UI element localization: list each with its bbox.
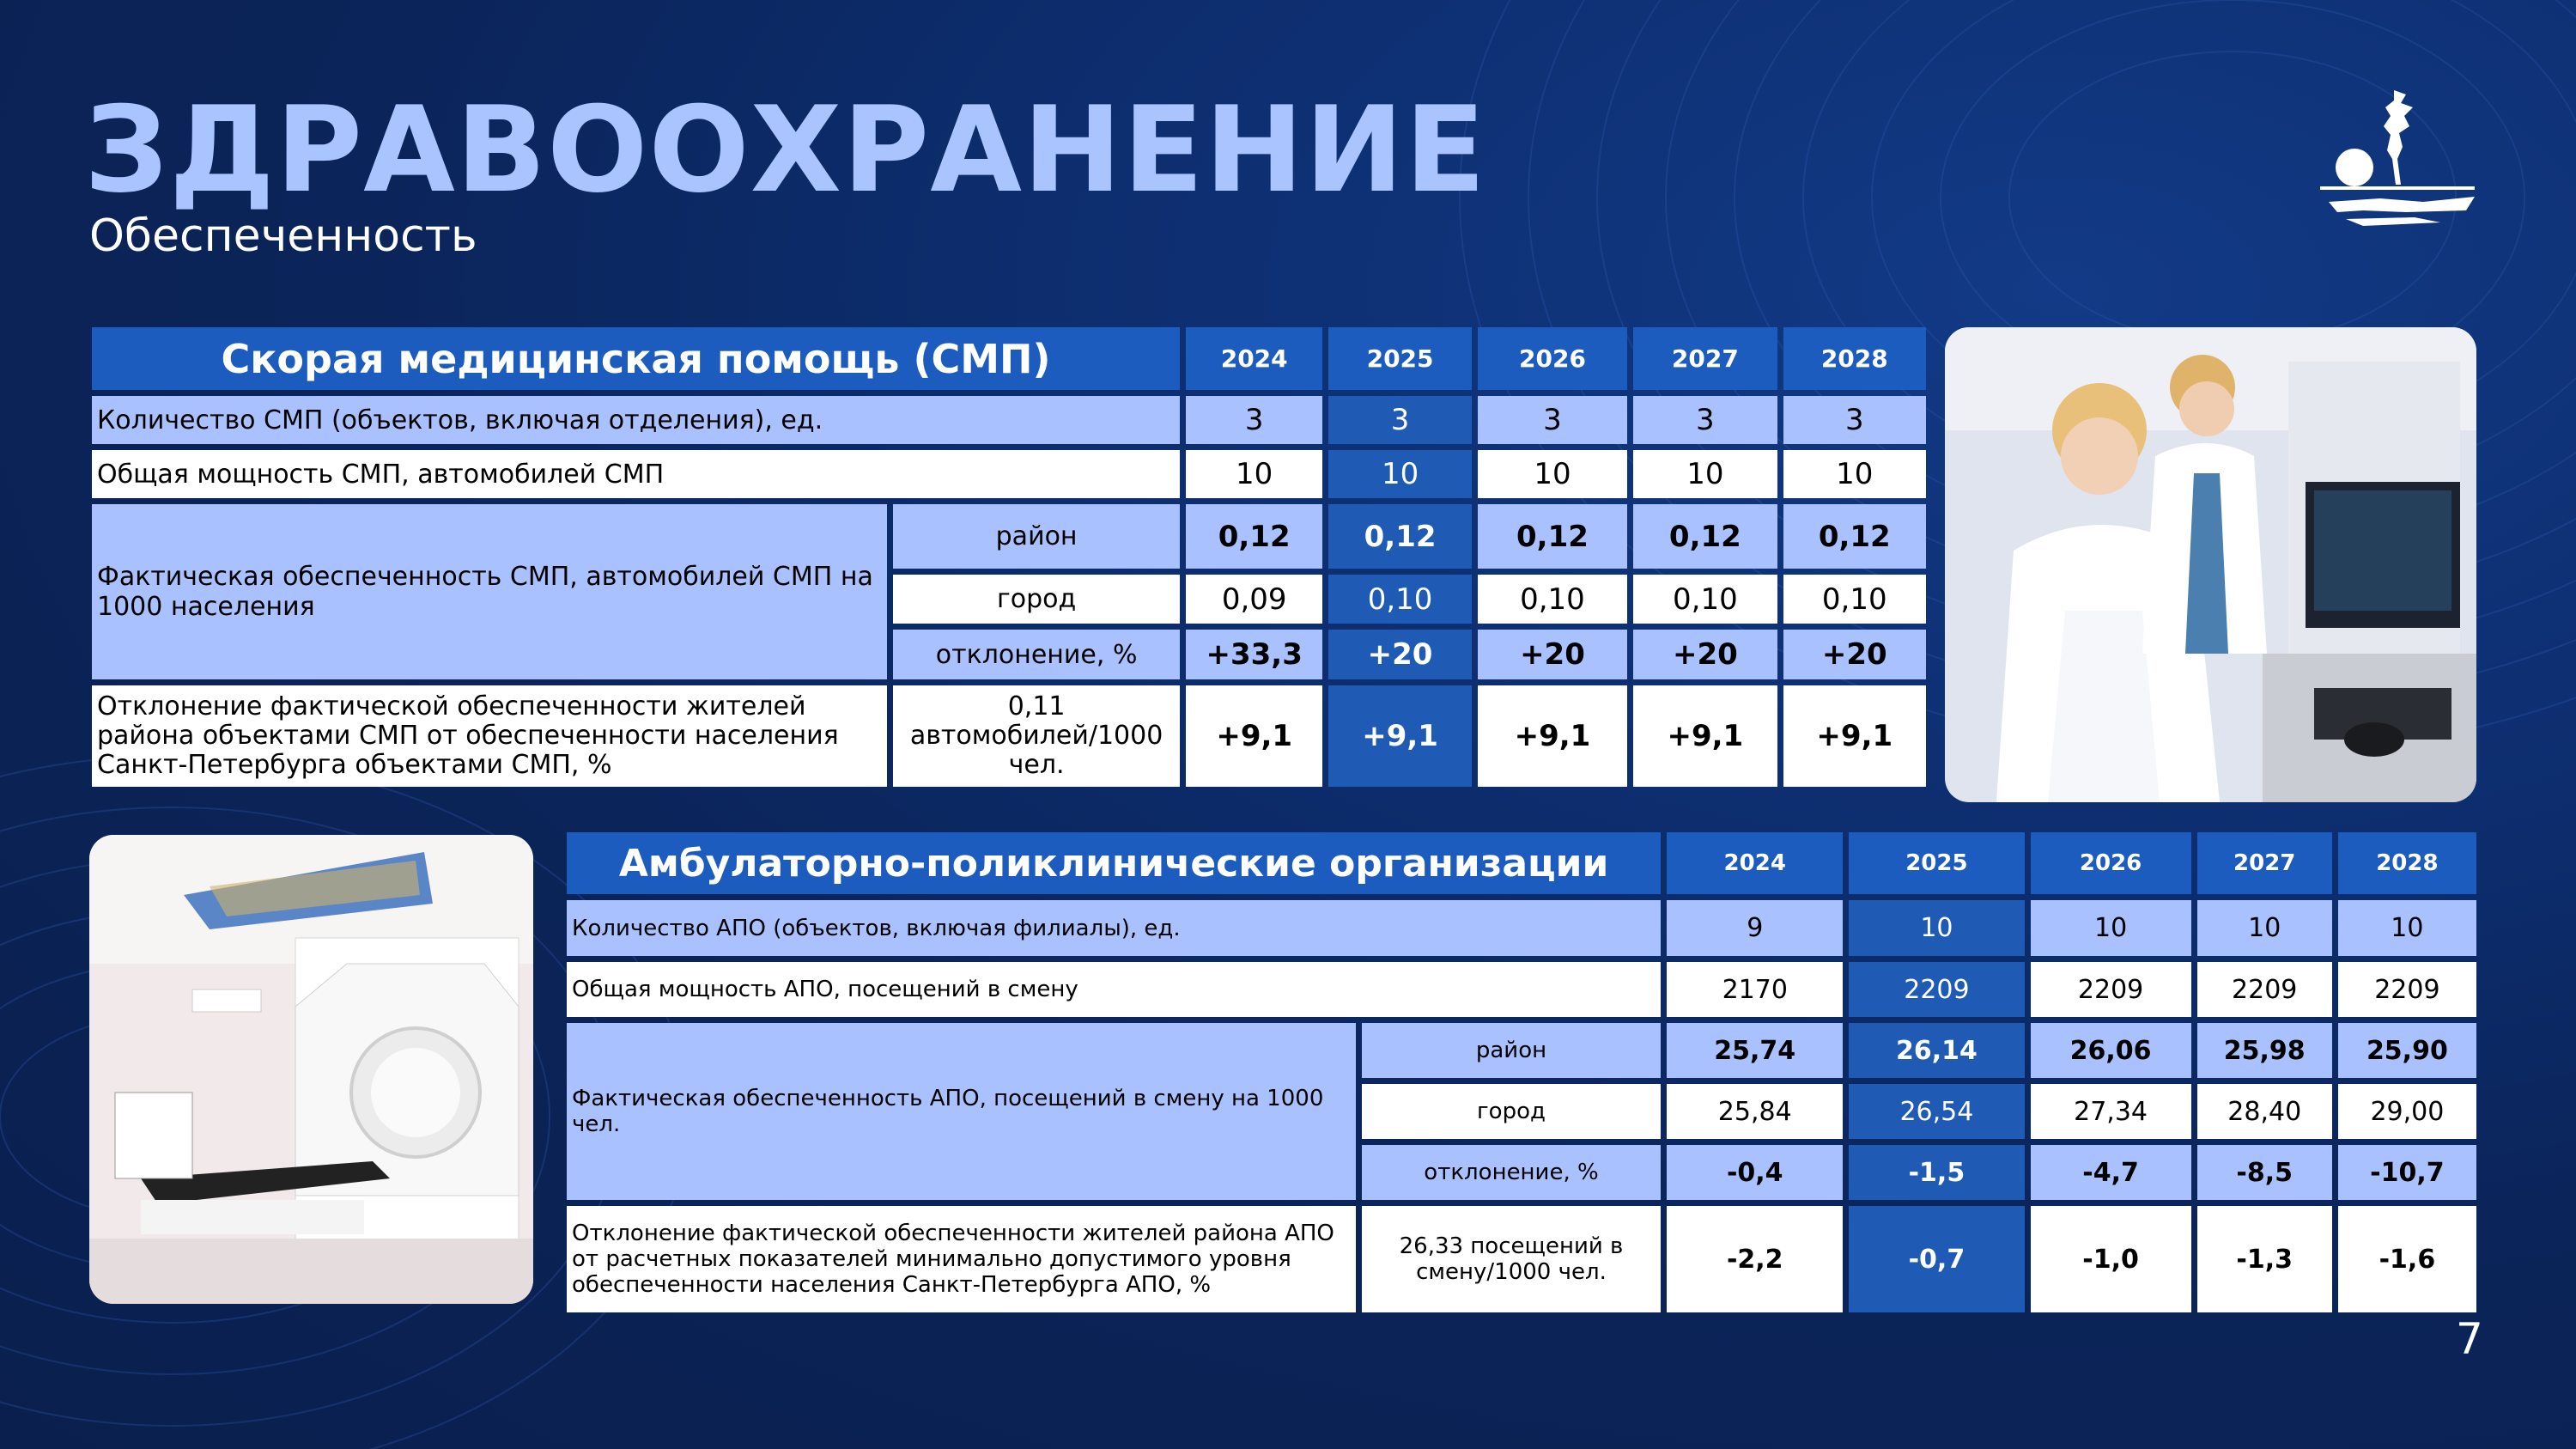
table-cell: +9,1 <box>1783 685 1926 787</box>
table-cell: +20 <box>1633 630 1777 679</box>
year-header: 2026 <box>2031 832 2191 894</box>
year-header: 2025 <box>1849 832 2024 894</box>
table-cell: 2209 <box>2031 962 2191 1017</box>
table-cell: -1,6 <box>2338 1206 2476 1312</box>
smp-table <box>86 321 1932 793</box>
table-cell: -0,4 <box>1667 1145 1843 1200</box>
table-cell: -1,0 <box>2031 1206 2191 1312</box>
table-cell: 0,12 <box>1633 504 1777 569</box>
table-cell: 3 <box>1633 396 1777 444</box>
table-row <box>92 450 1926 498</box>
row-label: Отклонение фактической обеспеченности жителей района АПО от расчетных показателей минимально допустимого уровня обеспеченности населения Санкт-Петербурга АПО, % <box>567 1206 1356 1312</box>
table-cell: 10 <box>1849 900 2024 956</box>
table-cell: 10 <box>1633 450 1777 498</box>
table-cell: 0,09 <box>1186 575 1322 624</box>
apo-table-title: Амбулаторно-поликлинические организации <box>567 832 1661 894</box>
year-header: 2027 <box>1633 327 1777 390</box>
year-header: 2027 <box>2197 832 2332 894</box>
table-cell: 2170 <box>1667 962 1843 1017</box>
radiotherapy-machine-photo <box>89 835 533 1304</box>
year-header: 2024 <box>1186 327 1322 390</box>
year-header: 2028 <box>1783 327 1926 390</box>
row-label: Количество АПО (объектов, включая филиалы), ед. <box>567 900 1661 956</box>
table-cell: 9 <box>1667 900 1843 956</box>
table-cell: -2,2 <box>1667 1206 1843 1312</box>
table-row <box>567 1206 2476 1312</box>
table-cell: -1,3 <box>2197 1206 2332 1312</box>
sub-row-label: район <box>1362 1023 1661 1078</box>
table-cell: 2209 <box>2338 962 2476 1017</box>
table-cell: +9,1 <box>1633 685 1777 787</box>
table-row <box>567 900 2476 956</box>
year-header: 2025 <box>1328 327 1471 390</box>
table-cell: 2209 <box>1849 962 2024 1017</box>
row-label: Отклонение фактической обеспеченности жителей района объектами СМП от обеспеченности населения Санкт-Петербурга объектами СМП, % <box>92 685 887 787</box>
table-cell: -10,7 <box>2338 1145 2476 1200</box>
city-emblem-logo <box>2312 82 2483 245</box>
table-row <box>92 685 1926 787</box>
table-cell: 29,00 <box>2338 1084 2476 1139</box>
table-cell: 0,12 <box>1328 504 1471 569</box>
table-row <box>92 396 1926 444</box>
table-cell: 0,12 <box>1186 504 1322 569</box>
table-cell: 3 <box>1328 396 1471 444</box>
table-cell: +9,1 <box>1478 685 1627 787</box>
table-cell: -1,5 <box>1849 1145 2024 1200</box>
table-cell: 10 <box>2197 900 2332 956</box>
table-cell: 0,10 <box>1783 575 1926 624</box>
table-cell: 10 <box>1783 450 1926 498</box>
table-cell: 10 <box>2338 900 2476 956</box>
table-cell: 0,10 <box>1478 575 1627 624</box>
table-cell: +33,3 <box>1186 630 1322 679</box>
row-label: Общая мощность СМП, автомобилей СМП <box>92 450 1180 498</box>
row-label: Общая мощность АПО, посещений в смену <box>567 962 1661 1017</box>
table-cell: 3 <box>1186 396 1322 444</box>
table-cell: +9,1 <box>1186 685 1322 787</box>
sub-row-label: отклонение, % <box>893 630 1180 679</box>
table-cell: 28,40 <box>2197 1084 2332 1139</box>
table-cell: +9,1 <box>1328 685 1471 787</box>
table-row <box>92 504 1926 569</box>
table-cell: 10 <box>2031 900 2191 956</box>
norm-value: 26,33 посещений в смену/1000 чел. <box>1362 1206 1661 1312</box>
table-cell: 0,12 <box>1478 504 1627 569</box>
table-header-row <box>567 832 2476 894</box>
table-row <box>567 1023 2476 1078</box>
table-cell: 10 <box>1328 450 1471 498</box>
sub-row-label: город <box>1362 1084 1661 1139</box>
smp-table-title: Скорая медицинская помощь (СМП) <box>92 327 1180 390</box>
table-header-row <box>92 327 1926 390</box>
table-cell: 26,06 <box>2031 1023 2191 1078</box>
table-cell: 2209 <box>2197 962 2332 1017</box>
year-header: 2026 <box>1478 327 1627 390</box>
page-number: 7 <box>2456 1314 2483 1364</box>
table-cell: +20 <box>1478 630 1627 679</box>
table-cell: 0,12 <box>1783 504 1926 569</box>
table-cell: 25,84 <box>1667 1084 1843 1139</box>
page-subtitle: Обеспеченность <box>89 210 477 262</box>
row-label: Количество СМП (объектов, включая отделения), ед. <box>92 396 1180 444</box>
table-cell: -4,7 <box>2031 1145 2191 1200</box>
table-cell: 26,54 <box>1849 1084 2024 1139</box>
table-cell: 10 <box>1478 450 1627 498</box>
table-cell: -8,5 <box>2197 1145 2332 1200</box>
table-cell: -0,7 <box>1849 1206 2024 1312</box>
table-cell: 27,34 <box>2031 1084 2191 1139</box>
table-cell: +20 <box>1328 630 1471 679</box>
year-header: 2024 <box>1667 832 1843 894</box>
sub-row-label: район <box>893 504 1180 569</box>
table-cell: 10 <box>1186 450 1322 498</box>
table-cell: 25,74 <box>1667 1023 1843 1078</box>
sub-row-label: отклонение, % <box>1362 1145 1661 1200</box>
sub-row-label: город <box>893 575 1180 624</box>
table-cell: 25,90 <box>2338 1023 2476 1078</box>
year-header: 2028 <box>2338 832 2476 894</box>
table-cell: 3 <box>1783 396 1926 444</box>
table-cell: 3 <box>1478 396 1627 444</box>
table-cell: +20 <box>1783 630 1926 679</box>
table-row <box>567 962 2476 1017</box>
norm-value: 0,11 автомобилей/1000 чел. <box>893 685 1180 787</box>
apo-table <box>561 826 2482 1318</box>
doctors-at-computer-photo <box>1945 327 2476 802</box>
page-title: ЗДРАВООХРАНЕНИЕ <box>84 81 1487 219</box>
row-label: Фактическая обеспеченность АПО, посещений в смену на 1000 чел. <box>567 1023 1356 1200</box>
table-cell: 25,98 <box>2197 1023 2332 1078</box>
table-cell: 26,14 <box>1849 1023 2024 1078</box>
table-cell: 0,10 <box>1328 575 1471 624</box>
table-cell: 0,10 <box>1633 575 1777 624</box>
row-label: Фактическая обеспеченность СМП, автомобилей СМП на 1000 населения <box>92 504 887 679</box>
